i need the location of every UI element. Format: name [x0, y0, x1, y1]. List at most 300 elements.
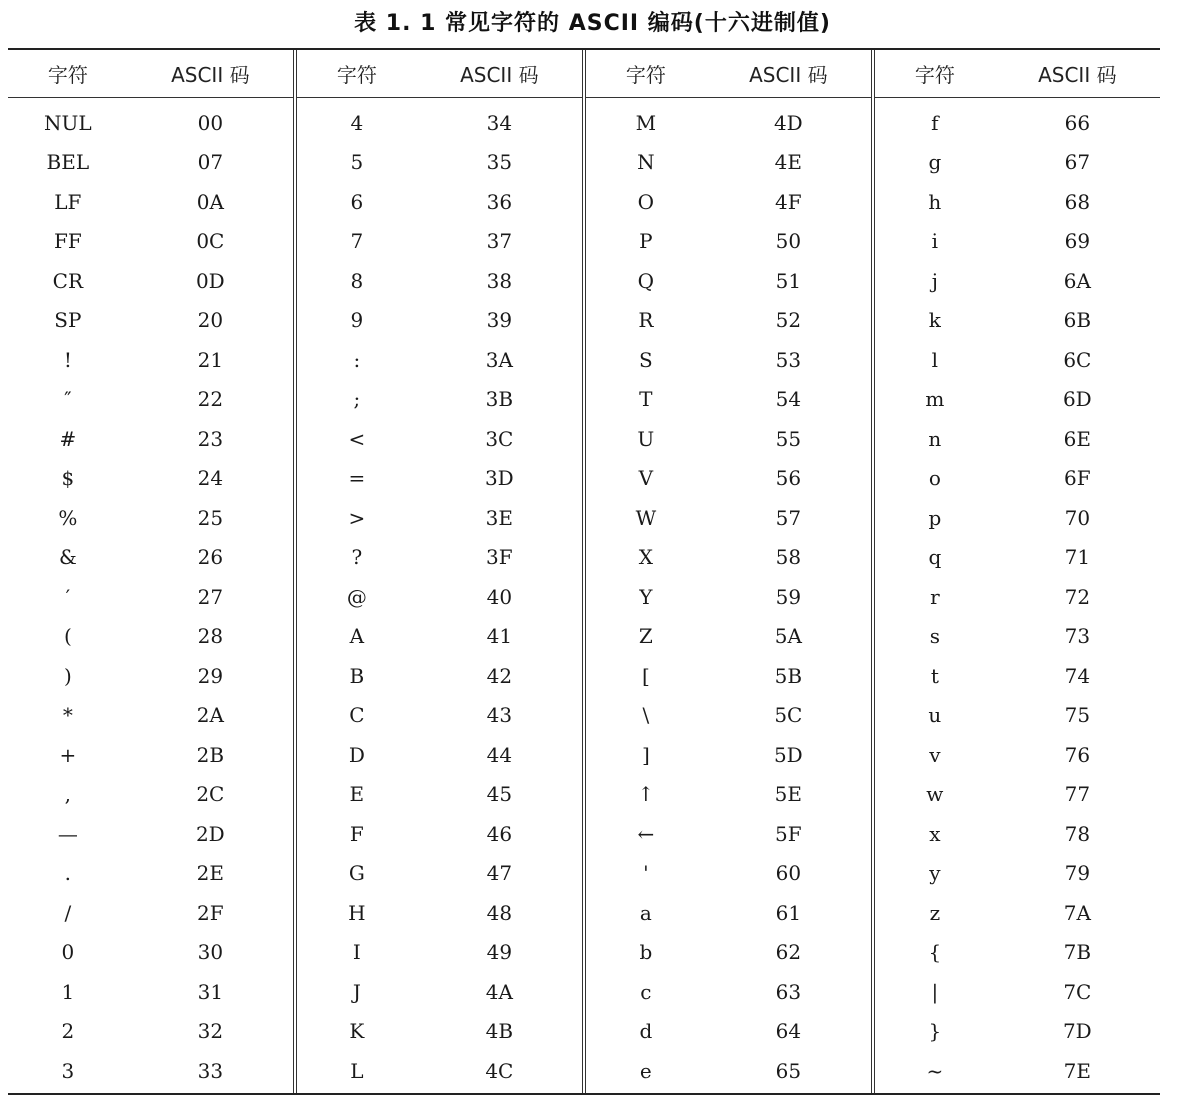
ascii-code-cell: 6B [1063, 308, 1092, 332]
table-row [297, 183, 582, 220]
table-row [8, 736, 293, 773]
table-row [297, 539, 582, 576]
table-row [297, 420, 582, 457]
char-cell: L [350, 1058, 364, 1083]
table-row [297, 697, 582, 734]
char-cell: / [64, 900, 72, 925]
char-cell: o [928, 466, 941, 490]
table-row [297, 618, 582, 655]
char-cell: { [928, 940, 942, 964]
table-row [586, 183, 871, 220]
char-cell: 2 [61, 1019, 75, 1043]
char-cell: R [638, 308, 654, 332]
column-header-char: 字符 [47, 63, 88, 87]
table-row [586, 341, 871, 378]
ascii-code-cell: 6A [1063, 268, 1091, 293]
ascii-code-cell: 7C [1063, 979, 1092, 1004]
ascii-code-cell: 56 [775, 466, 802, 490]
table-row [586, 894, 871, 931]
ascii-code-cell: 4D [773, 110, 803, 135]
char-cell: d [639, 1019, 653, 1043]
column-header-ascii-code: ASCII 码 [171, 63, 250, 87]
char-cell: CR [52, 268, 84, 293]
table-row [875, 815, 1160, 852]
char-cell: K [349, 1019, 365, 1043]
ascii-code-cell: 46 [486, 821, 513, 846]
table-row [875, 697, 1160, 734]
column-header-char: 字符 [625, 63, 666, 87]
ascii-code-cell: 77 [1064, 782, 1091, 806]
char-cell: H [348, 900, 366, 925]
ascii-code-cell: 29 [197, 663, 224, 688]
table-block-1 [8, 50, 293, 1093]
ascii-code-cell: 5F [775, 821, 802, 846]
char-cell: : [353, 347, 361, 372]
table-row [297, 894, 582, 931]
char-cell: X [638, 545, 653, 569]
table-header-row [586, 50, 871, 98]
char-cell: D [348, 742, 365, 767]
char-cell: ) [63, 663, 72, 688]
table-row [8, 144, 293, 181]
char-cell: h [928, 189, 942, 214]
char-cell: C [349, 703, 365, 727]
table-row [875, 1052, 1160, 1089]
char-cell: m [925, 387, 945, 411]
ascii-table [8, 48, 1160, 1095]
table-row [297, 776, 582, 813]
table-row [875, 736, 1160, 773]
char-cell: . [64, 861, 72, 885]
ascii-code-cell: 5D [773, 742, 803, 767]
char-cell: s [929, 624, 940, 648]
char-cell: * [62, 703, 73, 727]
char-cell: g [928, 150, 942, 174]
char-cell: ← [637, 821, 655, 846]
table-row [297, 736, 582, 773]
column-header-ascii-code: ASCII 码 [460, 63, 539, 87]
ascii-code-cell: 33 [197, 1058, 224, 1083]
char-cell: = [348, 466, 366, 490]
table-row [875, 894, 1160, 931]
table-row [875, 578, 1160, 615]
ascii-code-cell: 72 [1064, 584, 1091, 609]
ascii-code-cell: 25 [197, 505, 224, 530]
char-cell: E [349, 782, 365, 806]
char-cell: I [352, 940, 361, 964]
char-cell: c [640, 979, 652, 1004]
char-cell: BEL [46, 150, 90, 174]
char-cell: N [637, 150, 655, 174]
table-row [875, 973, 1160, 1010]
ascii-code-cell: 6F [1064, 466, 1091, 490]
table-row [586, 144, 871, 181]
char-cell: ↑ [637, 782, 655, 806]
char-cell: % [58, 505, 78, 530]
ascii-code-cell: 67 [1064, 150, 1091, 174]
char-cell: 5 [350, 150, 364, 174]
ascii-code-cell: 57 [775, 505, 802, 530]
char-cell: U [637, 426, 655, 451]
ascii-code-cell: 75 [1064, 703, 1091, 727]
char-cell: P [639, 229, 653, 253]
table-row [8, 578, 293, 615]
table-row [875, 657, 1160, 694]
char-cell: ( [63, 624, 72, 648]
char-cell: 9 [350, 308, 364, 332]
char-cell: W [635, 505, 657, 530]
char-cell: ; [353, 387, 361, 411]
char-cell: Y [639, 584, 653, 609]
ascii-code-cell: 62 [775, 940, 802, 964]
ascii-code-cell: 59 [775, 584, 802, 609]
table-body [8, 98, 293, 1093]
ascii-code-cell: 79 [1064, 861, 1091, 885]
table-row [297, 1052, 582, 1089]
ascii-code-cell: 0A [196, 189, 224, 214]
ascii-code-cell: 0D [195, 268, 225, 293]
char-cell: l [931, 347, 939, 372]
char-cell: Q [637, 268, 655, 293]
ascii-code-cell: 65 [775, 1058, 802, 1083]
ascii-code-cell: 07 [197, 150, 224, 174]
ascii-code-cell: 78 [1064, 821, 1091, 846]
ascii-code-cell: 2C [196, 782, 225, 806]
table-block-2 [293, 50, 582, 1093]
char-cell: 1 [61, 979, 75, 1004]
ascii-code-cell: 73 [1064, 624, 1091, 648]
char-cell: F [349, 821, 364, 846]
table-row [586, 855, 871, 892]
char-cell: A [349, 624, 365, 648]
ascii-code-cell: 34 [486, 110, 513, 135]
char-cell: ' [643, 861, 649, 885]
table-row [586, 1013, 871, 1050]
table-row [586, 934, 871, 971]
char-cell: S [638, 347, 653, 372]
ascii-code-cell: 7B [1063, 940, 1092, 964]
ascii-code-cell: 66 [1064, 110, 1091, 135]
ascii-code-cell: 7E [1063, 1058, 1091, 1083]
ascii-code-cell: 0C [196, 229, 225, 253]
table-row [875, 183, 1160, 220]
ascii-code-cell: 45 [486, 782, 513, 806]
ascii-code-cell: 2D [195, 821, 225, 846]
table-row [8, 302, 293, 339]
ascii-code-cell: 22 [197, 387, 224, 411]
table-row [8, 815, 293, 852]
ascii-code-cell: 44 [486, 742, 513, 767]
table-row [297, 1013, 582, 1050]
ascii-code-cell: 26 [197, 545, 224, 569]
ascii-code-cell: 2B [196, 742, 225, 767]
ascii-code-cell: 49 [486, 940, 513, 964]
ascii-code-cell: 4A [485, 979, 513, 1004]
ascii-code-cell: 31 [197, 979, 224, 1004]
ascii-code-cell: 27 [197, 584, 224, 609]
ascii-code-cell: 4B [485, 1019, 514, 1043]
char-cell: r [930, 584, 940, 609]
char-cell: [ [641, 663, 650, 688]
char-cell: 7 [350, 229, 364, 253]
ascii-code-cell: 23 [197, 426, 224, 451]
ascii-code-cell: 50 [775, 229, 802, 253]
ascii-code-cell: 35 [486, 150, 513, 174]
table-row [297, 499, 582, 536]
char-cell: } [928, 1019, 942, 1043]
char-cell: ′ [65, 584, 71, 609]
ascii-code-cell: 58 [775, 545, 802, 569]
char-cell: f [931, 110, 939, 135]
table-row [875, 460, 1160, 497]
column-header-ascii-code: ASCII 码 [749, 63, 828, 87]
char-cell: J [352, 979, 361, 1004]
char-cell: ? [351, 545, 363, 569]
char-cell: ] [641, 742, 650, 767]
ascii-code-cell: 39 [486, 308, 513, 332]
char-cell: q [928, 545, 942, 569]
char-cell: y [929, 861, 941, 885]
ascii-code-cell: 21 [197, 347, 224, 372]
char-cell: e [639, 1058, 652, 1083]
table-row [586, 776, 871, 813]
table-row [8, 657, 293, 694]
table-row [297, 381, 582, 418]
table-row [875, 420, 1160, 457]
table-block-3 [582, 50, 871, 1093]
table-row [8, 183, 293, 220]
ascii-code-cell: 70 [1064, 505, 1091, 530]
table-row [297, 855, 582, 892]
char-cell: n [928, 426, 942, 451]
ascii-code-cell: 6D [1062, 387, 1092, 411]
table-body [297, 98, 582, 1093]
ascii-code-cell: 7A [1063, 900, 1091, 925]
ascii-code-cell: 3C [485, 426, 514, 451]
char-cell: 4 [350, 110, 364, 135]
ascii-code-cell: 51 [775, 268, 802, 293]
ascii-code-cell: 37 [486, 229, 513, 253]
table-row [297, 341, 582, 378]
char-cell: u [928, 703, 942, 727]
ascii-code-cell: 55 [775, 426, 802, 451]
ascii-code-cell: 4F [775, 189, 802, 214]
table-row [875, 776, 1160, 813]
table-row [8, 1052, 293, 1089]
ascii-code-cell: 30 [197, 940, 224, 964]
table-row [875, 381, 1160, 418]
table-row [8, 499, 293, 536]
table-row [297, 815, 582, 852]
table-header-row [8, 50, 293, 98]
table-row [297, 973, 582, 1010]
char-cell: z [929, 900, 941, 925]
table-row [8, 697, 293, 734]
table-row [586, 460, 871, 497]
table-row [8, 381, 293, 418]
ascii-code-cell: 24 [197, 466, 224, 490]
ascii-code-cell: 3A [485, 347, 513, 372]
char-cell: t [930, 663, 939, 688]
char-cell: | [931, 979, 939, 1004]
ascii-code-cell: 4E [774, 150, 802, 174]
char-cell: , [64, 782, 72, 806]
char-cell: — [57, 821, 78, 846]
ascii-code-cell: 54 [775, 387, 802, 411]
char-cell: FF [53, 229, 82, 253]
ascii-code-cell: 3B [485, 387, 514, 411]
table-row [8, 104, 293, 141]
ascii-code-cell: 42 [486, 663, 513, 688]
char-cell: NUL [44, 110, 92, 135]
table-row [875, 144, 1160, 181]
ascii-code-cell: 5C [774, 703, 803, 727]
table-row [8, 420, 293, 457]
table-row [875, 104, 1160, 141]
char-cell: w [926, 782, 944, 806]
char-cell: O [637, 189, 655, 214]
char-cell: x [929, 821, 941, 846]
table-row [8, 894, 293, 931]
char-cell: LF [54, 189, 82, 214]
table-row [586, 815, 871, 852]
table-row [297, 302, 582, 339]
table-row [875, 618, 1160, 655]
table-block-4 [871, 50, 1160, 1093]
char-cell: ~ [926, 1058, 944, 1083]
ascii-code-cell: 2F [197, 900, 224, 925]
table-row [875, 302, 1160, 339]
table-row [8, 776, 293, 813]
ascii-code-cell: 69 [1064, 229, 1091, 253]
table-row [586, 420, 871, 457]
ascii-code-cell: 00 [197, 110, 224, 135]
table-row [297, 104, 582, 141]
table-row [586, 697, 871, 734]
table-row [297, 144, 582, 181]
ascii-code-cell: 4C [485, 1058, 514, 1083]
char-cell: & [58, 545, 77, 569]
table-row [875, 539, 1160, 576]
char-cell: > [348, 505, 366, 530]
table-row [875, 855, 1160, 892]
table-row [297, 934, 582, 971]
ascii-code-cell: 61 [775, 900, 802, 925]
char-cell: 6 [350, 189, 364, 214]
column-header-ascii-code: ASCII 码 [1038, 63, 1117, 87]
table-row [586, 618, 871, 655]
ascii-code-cell: 5E [774, 782, 802, 806]
table-blocks [8, 50, 1160, 1093]
table-row [586, 657, 871, 694]
table-row [8, 934, 293, 971]
ascii-code-cell: 36 [486, 189, 513, 214]
char-cell: 8 [350, 268, 364, 293]
table-row [875, 223, 1160, 260]
table-row [586, 499, 871, 536]
table-row [875, 1013, 1160, 1050]
table-row [586, 736, 871, 773]
ascii-code-cell: 2A [196, 703, 224, 727]
ascii-code-cell: 40 [486, 584, 513, 609]
table-body [586, 98, 871, 1093]
ascii-code-cell: 2E [196, 861, 224, 885]
ascii-code-cell: 68 [1064, 189, 1091, 214]
table-row [297, 657, 582, 694]
table-row [8, 341, 293, 378]
char-cell: v [929, 742, 941, 767]
ascii-code-cell: 43 [486, 703, 513, 727]
table-row [297, 223, 582, 260]
table-row [875, 499, 1160, 536]
ascii-code-cell: 5A [774, 624, 802, 648]
table-title: 表 1. 1 常见字符的 ASCII 编码(十六进制值) [354, 11, 831, 36]
ascii-code-cell: 53 [775, 347, 802, 372]
char-cell: b [639, 940, 653, 964]
table-row [8, 262, 293, 299]
column-header-char: 字符 [914, 63, 955, 87]
ascii-code-cell: 20 [197, 308, 224, 332]
table-row [8, 460, 293, 497]
char-cell: # [59, 426, 77, 451]
ascii-code-cell: 74 [1064, 663, 1091, 688]
table-row [8, 618, 293, 655]
char-cell: ! [63, 347, 72, 372]
table-row [586, 104, 871, 141]
table-header-row [875, 50, 1160, 98]
table-row [8, 855, 293, 892]
char-cell: p [928, 505, 942, 530]
table-row [297, 262, 582, 299]
char-cell: G [348, 861, 365, 885]
char-cell: < [348, 426, 366, 451]
ascii-code-cell: 63 [775, 979, 802, 1004]
ascii-code-cell: 3D [484, 466, 514, 490]
ascii-code-cell: 6C [1063, 347, 1092, 372]
char-cell: k [928, 308, 941, 332]
ascii-code-cell: 76 [1064, 742, 1091, 767]
table-row [875, 934, 1160, 971]
ascii-code-cell: 3F [486, 545, 513, 569]
table-row [586, 1052, 871, 1089]
table-row [8, 973, 293, 1010]
ascii-code-cell: 3E [485, 505, 513, 530]
char-cell: j [931, 268, 938, 293]
ascii-code-cell: 7D [1062, 1019, 1092, 1043]
ascii-code-cell: 71 [1064, 545, 1091, 569]
table-body [875, 98, 1160, 1093]
char-cell: $ [61, 466, 75, 490]
ascii-code-cell: 64 [775, 1019, 802, 1043]
ascii-code-cell: 52 [775, 308, 802, 332]
ascii-code-cell: 47 [486, 861, 513, 885]
char-cell: i [931, 229, 939, 253]
table-row [875, 341, 1160, 378]
table-row [586, 223, 871, 260]
table-row [586, 973, 871, 1010]
table-row [297, 460, 582, 497]
ascii-code-cell: 60 [775, 861, 802, 885]
char-cell: SP [54, 308, 82, 332]
char-cell: \ [642, 703, 650, 727]
table-header-row [297, 50, 582, 98]
table-row [8, 1013, 293, 1050]
char-cell: M [635, 110, 657, 135]
column-header-char: 字符 [336, 63, 377, 87]
table-row [586, 262, 871, 299]
table-row [586, 578, 871, 615]
char-cell: B [349, 663, 365, 688]
